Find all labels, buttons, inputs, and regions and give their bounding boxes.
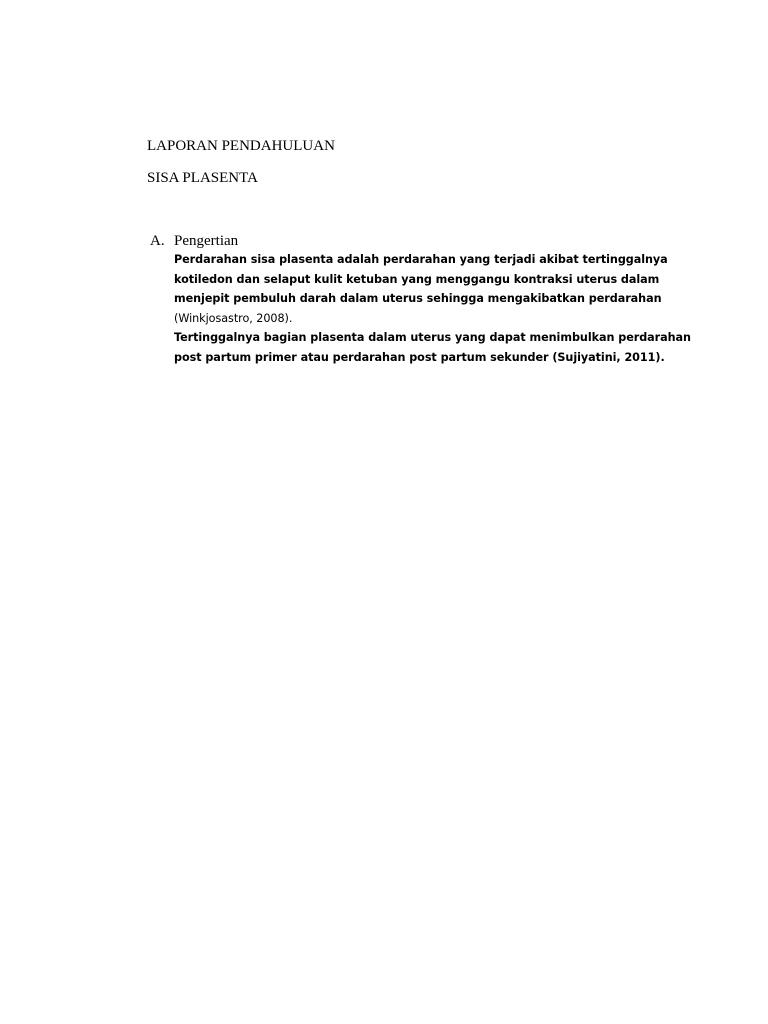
- body-line: (Winkjosastro, 2008).: [174, 311, 293, 325]
- section-body: [174, 250, 691, 368]
- document-subtitle: SISA PLASENTA: [147, 170, 258, 186]
- body-line: Perdarahan sisa plasenta adalah perdarahan yang terjadi akibat tertinggalnya: [174, 253, 668, 266]
- section-marker: A.: [150, 233, 165, 249]
- body-line: menjepit pembuluh darah dalam uterus sehingga mengakibatkan perdarahan: [174, 292, 662, 306]
- section-heading-label: Pengertian: [174, 233, 239, 249]
- body-line: Tertinggalnya bagian plasenta dalam uterus yang dapat menimbulkan perdarahan: [174, 331, 691, 345]
- body-line: kotiledon dan selaput kulit ketuban yang menggangu kontraksi uterus dalam: [174, 272, 660, 286]
- document-title: LAPORAN PENDAHULUAN: [147, 138, 335, 154]
- section-heading: [150, 233, 670, 250]
- section-pengertian: [150, 233, 691, 368]
- body-line: post partum primer atau perdarahan post partum sekunder (Sujiyatini, 2011).: [174, 350, 665, 364]
